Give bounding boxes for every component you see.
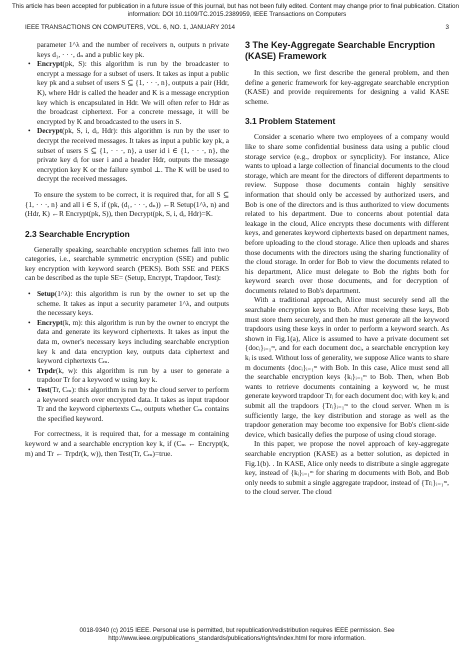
se-item	[37, 318, 229, 366]
encrypt-item	[37, 59, 229, 126]
problem-statement-paragraph-1: Consider a scenario where two employees of a company would like to share some confidential business data using a public cloud storage service (e.g., dropbox or syncplicity). For instance, Alice wants to upload a large collection of financial documents to the cloud storage, which are meant for the directors of different departments to review. Suppose those documents contain highly sensitive information that should only be accessed by authorized users, and Bob is one of the directors and is thus authorized to view documents related to his department. Due to concerns about potential data leakage in the cloud, Alice encrypts these documents with different keys, and generates keyword ciphertexts based on department names, before uploading to the cloud storage. Alice then uploads and shares those documents with the directors using the sharing functionality of the cloud storage. In order for Bob to view the documents related to his department, Alice must delegate to Bob the rights both for keyword search over those documents, and for decryption of documents related to Bob's department.	[245, 132, 449, 295]
se-item	[37, 289, 229, 318]
se-item-text: (k, w): this algorithm is run by a user to generate a trapdoor Tr for a keyword w using key k.	[37, 365, 229, 385]
notice-line-1: This article has been accepted for publication in a future issue of this journal, but has not been fully edited. Content may change prior to final publication. Citation	[12, 3, 459, 10]
encrypt-label: Encrypt	[37, 59, 63, 69]
right-column	[245, 40, 449, 497]
se-item-text: (Tr, Cₘ): this algorithm is run by the cloud server to perform a keyword search over encrypted data. It takes as input trapdoor Tr and the keyword ciphertexts Cₘ, outputs whether Cₘ contains the specified keyword.	[37, 385, 229, 423]
correctness-paragraph: To ensure the system to be correct, it is required that, for all S ⊆ {1, · · ·, n} and all i ∈ S, if (pk, (d₁, · · ·, dₙ)) ←R Setup(1^λ, n) and (Hdr, K) ←R Encrypt(pk, S)), then Decrypt(pk, S, i, dᵢ, Hdr)=K.	[25, 189, 229, 219]
page-number: 3	[445, 24, 449, 31]
decrypt-item	[37, 126, 229, 184]
decrypt-label: Decrypt	[37, 126, 63, 136]
section-title-3: 3 The Key-Aggregate Searchable Encryption (KASE) Framework	[245, 40, 436, 61]
section-title-2-3: 2.3 Searchable Encryption	[25, 228, 130, 239]
se-item-label: Test	[37, 385, 50, 394]
publication-notice	[12, 3, 462, 18]
section-3-intro: In this section, we first describe the general problem, and then define a generic framework for key-aggregate searchable encryption (KASE) and provide requirements for designing a valid KASE scheme.	[245, 68, 449, 106]
notice-line-2: information: DOI 10.1109/TC.2015.2389959, IEEE Transactions on Computers	[127, 10, 347, 18]
footer-line-2: http://www.ieee.org/publications_standards/publications/rights/index.html for more information.	[108, 634, 366, 642]
problem-statement-paragraph-2: With a traditional approach, Alice must securely send all the searchable encryption keys to Bob. After receiving these keys, Bob must store them securely, and then he must generate all the keyword trapdoors using these keys in order to perform a keyword search. As shown in Fig.1(a), Alice is assumed to have a private document set {docᵢ}ᵢ₌₁ᵐ, and for each document docᵢ, a searchable encryption key kᵢ is used. Without loss of generality, we suppose Alice wants to share m documents {docᵢ}ᵢ₌₁ᵐ with Bob. In this case, Alice must send all the searchable encryption keys {kᵢ}ᵢ₌₁ᵐ to Bob. Then, when Bob wants to retrieve documents containing a keyword w, he must generate keyword trapdoor Trᵢ for each document docᵢ with key kᵢ and submit all the trapdoors {Trᵢ}ᵢ₌₁ᵐ to the cloud server. When m is sufficiently large, the key distribution and storage as well as the trapdoor generation may become too expensive for Bob's client-side device, which basically defies the purpose of using cloud storage.	[245, 295, 449, 439]
encrypt-text: (pk, S): this algorithm is run by the broadcaster to encrypt a message for a subset of users. It takes as input a public key pk and a subset of users S ⊆ {1, · · ·, n}, outputs a pair (Hdr, K), where Hdr is called the header and K is a message encryption key which is encapsulated in Hdr. We will often refer to Hdr as the broadcast ciphertext. For a concrete message, it will be encrypted by K and broadcasted to the users in S.	[37, 59, 229, 126]
se-correctness-paragraph: For correctness, it is required that, for a message m containing keyword w and a searchable encryption key k, if (Cₘ ← Encrypt(k, m) and Tr ← Trpdr(k, w)), then Test(Tr, Cₘ)=true.	[25, 429, 229, 458]
se-item-label: Setup	[37, 289, 55, 299]
se-intro-paragraph: Generally speaking, searchable encryption schemes fall into two categories, i.e., searchable symmetric encryption (SSE) and public key encryption with keyword search (PEKS). Both SSE and PEKS can be described as the tuple SE= (Setup, Encrypt, Trapdoor, Test):	[25, 244, 229, 283]
copyright-footer	[12, 627, 462, 642]
se-item-label: Trpdr	[37, 365, 56, 375]
se-item	[37, 366, 229, 385]
se-item-text: (1^λ): this algorithm is run by the owner to set up the scheme. It takes as input a security parameter 1^λ, and outputs the necessary keys.	[37, 289, 229, 318]
se-algorithms-list	[25, 289, 229, 423]
se-item	[37, 385, 229, 423]
se-item-text: (k, m): this algorithm is run by the owner to encrypt the data and generate its keyword ciphertexts. It takes as input the data m, owner's necessary keys including searchable encryption key k and data encryption key, outputs data ciphertext and keyword ciphertexts Cₘ.	[37, 317, 229, 366]
running-head	[25, 24, 449, 32]
se-item-label: Encrypt	[37, 317, 63, 327]
setup-continuation: parameter 1^λ and the number of receivers n, outputs n private keys d₁, · · ·, dₙ and a public key pk.	[37, 40, 229, 59]
section-title-3-1: 3.1 Problem Statement	[245, 116, 336, 127]
problem-statement-paragraph-3: In this paper, we propose the novel approach of key-aggregate searchable encryption (KASE) as a better solution, as depicted in Fig.1(b). . In KASE, Alice only needs to distribute a single aggregate key, instead of {kᵢ}ᵢ₌₁ᵐ for sharing m documents with Bob, and Bob only needs to submit a single aggregate trapdoor, instead of {Trᵢ}ᵢ₌₁ᵐ, to the cloud server. The cloud	[245, 439, 449, 497]
decrypt-text: (pk, S, i, dᵢ, Hdr): this algorithm is run by the user to decrypt the received messages. It takes as input a public key pk, a subset of users S ⊆ {1, · · ·, n}, a user id i ∈ {1, · · ·, n}, the private key dᵢ for user i and a header Hdr, outputs the message encryption key K or the failure symbol ⊥. The K will be used to decrypt the received messages.	[37, 126, 229, 184]
footer-line-1: 0018-9340 (c) 2015 IEEE. Personal use is permitted, but republication/redistribution requires IEEE permission. See	[79, 627, 395, 634]
left-column	[25, 40, 229, 458]
bes-algorithms-list	[25, 59, 229, 184]
journal-title: IEEE TRANSACTIONS ON COMPUTERS, VOL. 6, NO. 1, JANUARY 2014	[25, 24, 235, 31]
